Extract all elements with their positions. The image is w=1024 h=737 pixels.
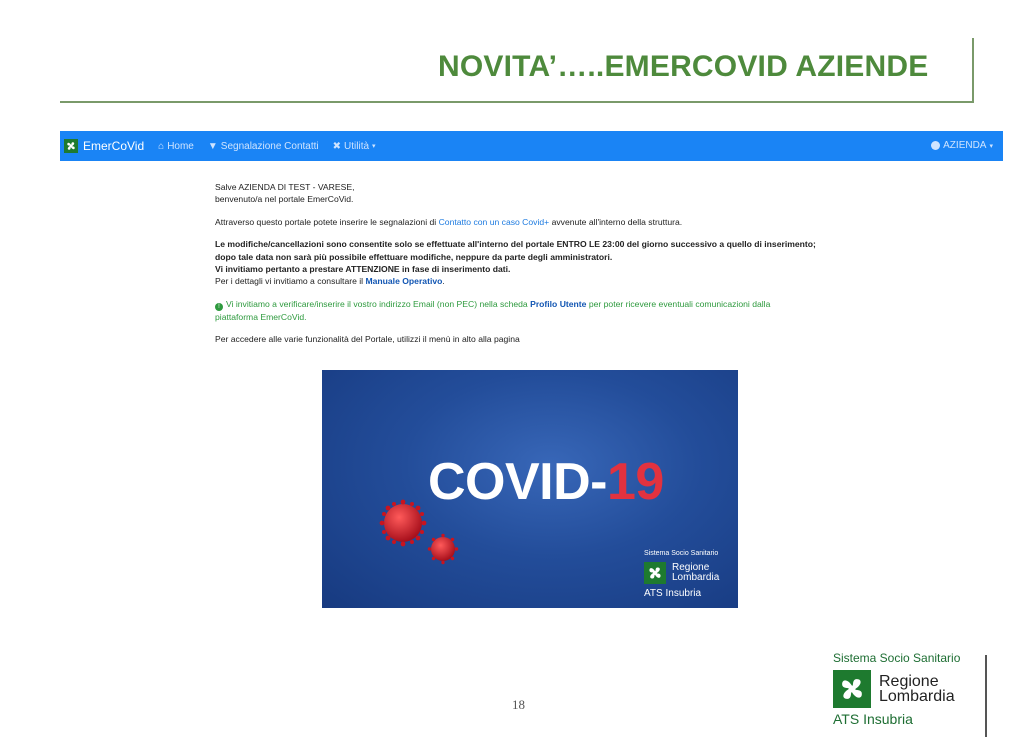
warning-line-2: dopo tale data non sarà più possibile effettuare modifiche, neppure da parte degli amministratori. bbox=[215, 251, 613, 262]
warning-line-3: Vi invitiamo pertanto a prestare ATTENZIONE in fase di inserimento dati. bbox=[215, 264, 511, 275]
virus-small-icon bbox=[427, 533, 459, 565]
manual-text: Per i dettagli vi invitiamo a consultare il bbox=[215, 276, 366, 287]
regione-lombardia-logo-icon bbox=[64, 139, 78, 153]
banner-logo-lombardia: Lombardia bbox=[672, 572, 720, 583]
regione-lombardia-logo-icon bbox=[833, 670, 871, 708]
greeting-line: Salve AZIENDA DI TEST - VARESE, bbox=[215, 182, 355, 192]
warning-line-1: Le modifiche/cancellazioni sono consentite solo se effettuate all'interno del portale ENTRO LE 23:00 del giorno successivo a quello di inserimento; bbox=[215, 239, 816, 250]
tools-icon: ✖ bbox=[332, 140, 342, 152]
nav-home-label: Home bbox=[167, 140, 194, 152]
nav-home[interactable] bbox=[158, 141, 194, 152]
corner-logo-regione: Regione bbox=[879, 673, 939, 690]
nav-segnalazione-label: Segnalazione Contatti bbox=[220, 140, 319, 152]
covid-banner-image bbox=[322, 370, 738, 608]
nav-utilita-dropdown[interactable] bbox=[333, 141, 376, 152]
corner-logo-lombardia: Lombardia bbox=[879, 688, 955, 705]
corner-divider bbox=[985, 655, 987, 737]
covid-19-headline bbox=[428, 452, 664, 512]
info-text-end: per poter ricevere eventuali comunicazioni dalla bbox=[586, 298, 771, 309]
slide-title: NOVITA’…..EMERCOVID AZIENDE bbox=[438, 50, 929, 83]
user-circle-icon bbox=[931, 141, 940, 150]
banner-logo-header: Sistema Socio Sanitario bbox=[644, 550, 719, 557]
nav-segnalazione-contatti[interactable] bbox=[208, 141, 319, 152]
banner-logo-ats: ATS Insubria bbox=[644, 588, 702, 599]
manual-text-end: . bbox=[442, 276, 445, 287]
covid-number: 19 bbox=[607, 453, 664, 511]
banner-logo-regione: Regione bbox=[672, 562, 710, 573]
user-download-icon: ▼ bbox=[207, 140, 218, 152]
brand-name: EmerCoVid bbox=[83, 139, 145, 153]
welcome-line: benvenuto/a nel portale EmerCoVid. bbox=[215, 194, 354, 205]
chevron-down-icon: ▾ bbox=[372, 143, 376, 150]
title-divider-vertical bbox=[972, 38, 974, 103]
info-text-line2: piattaforma EmerCoVid. bbox=[215, 311, 307, 322]
contatto-covid-link[interactable]: Contatto con un caso Covid+ bbox=[438, 216, 550, 227]
chevron-down-icon: ▾ bbox=[989, 142, 993, 150]
corner-logo-ats: ATS Insubria bbox=[833, 711, 913, 727]
profilo-utente-link[interactable]: Profilo Utente bbox=[530, 298, 587, 309]
ats-insubria-logo bbox=[833, 651, 960, 727]
page-number: 18 bbox=[512, 697, 525, 712]
title-divider bbox=[60, 101, 974, 103]
nav-utilita-label: Utilità bbox=[344, 140, 370, 152]
virus-large-icon bbox=[378, 498, 428, 548]
info-text: Vi invitiamo a verificare/inserire il vostro indirizzo Email (non PEC) nella scheda bbox=[226, 298, 531, 309]
banner-ats-logo bbox=[644, 550, 719, 599]
regione-lombardia-logo-icon bbox=[644, 562, 666, 584]
intro-text: Attraverso questo portale potete inserire le segnalazioni di bbox=[215, 216, 439, 227]
user-menu-label: AZIENDA bbox=[943, 140, 987, 151]
brand-link[interactable] bbox=[64, 139, 144, 153]
intro-text-end: avvenute all'interno della struttura. bbox=[549, 216, 683, 227]
home-icon: ⌂ bbox=[158, 140, 165, 152]
covid-word: COVID- bbox=[428, 453, 607, 511]
welcome-content bbox=[215, 181, 855, 356]
app-navbar bbox=[60, 131, 1003, 161]
corner-logo-header: Sistema Socio Sanitario bbox=[833, 651, 961, 665]
manuale-operativo-link[interactable]: Manuale Operativo bbox=[365, 276, 443, 287]
menu-hint: Per accedere alle varie funzionalità del Portale, utilizzi il menù in alto alla pagina bbox=[215, 334, 520, 345]
user-menu[interactable] bbox=[931, 140, 993, 151]
info-icon: ! bbox=[215, 303, 223, 311]
